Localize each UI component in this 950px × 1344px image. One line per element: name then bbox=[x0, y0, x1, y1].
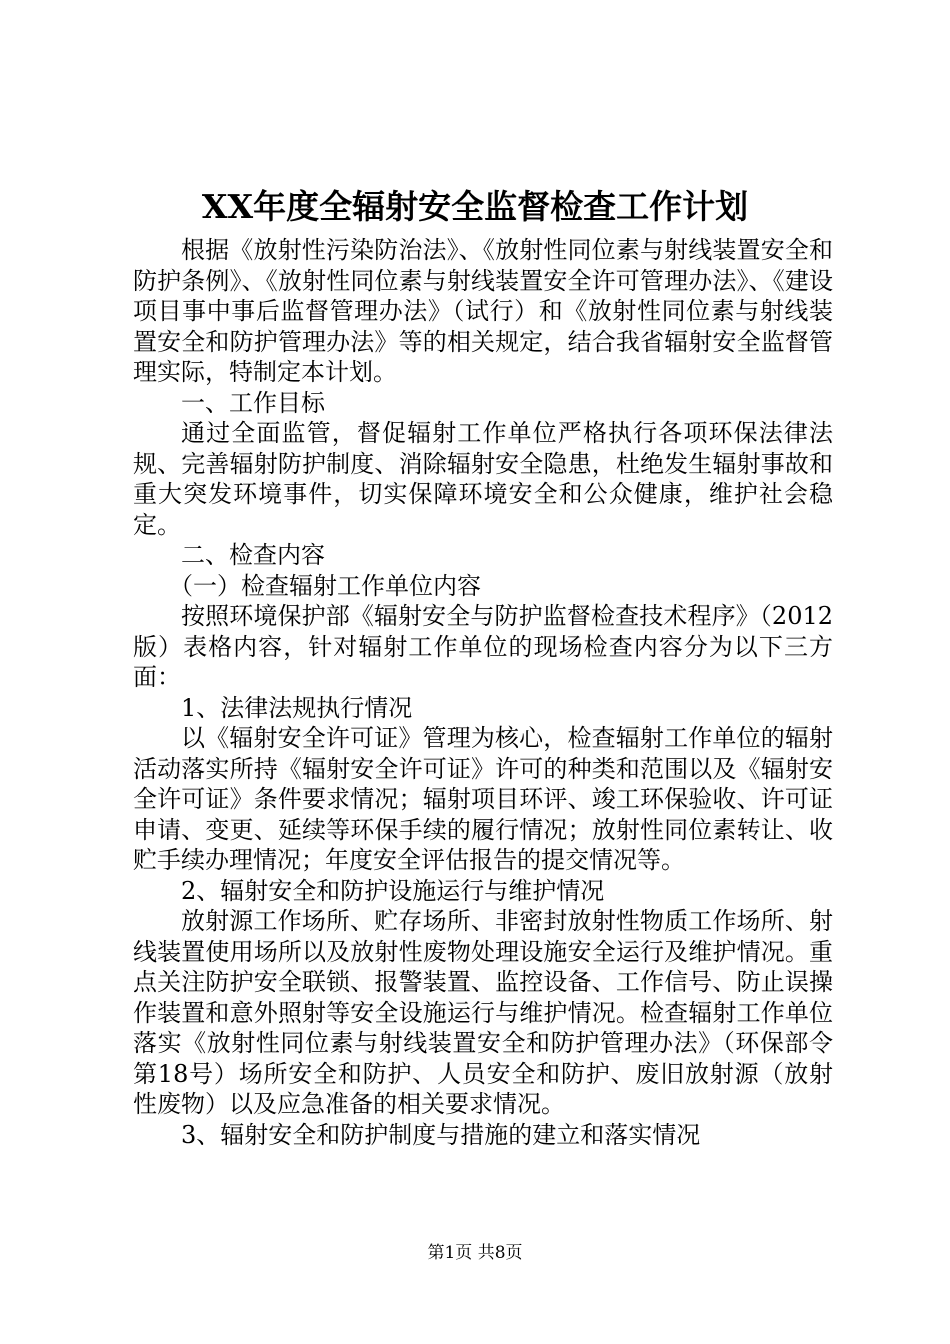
item-heading-measures: 3、辐射安全和防护制度与措施的建立和落实情况 bbox=[181, 1120, 701, 1149]
units-paragraph: 按照环境保护部《辐射安全与防护监督检查技术程序》（2012版）表格内容，针对辐射工作单位的现场检查内容分为以下三方面： bbox=[133, 602, 833, 691]
subsection-heading-units: （一）检查辐射工作单位内容 bbox=[169, 571, 481, 600]
goals-paragraph: 通过全面监管，督促辐射工作单位严格执行各项环保法律法规、完善辐射防护制度、消除辐射安全隐患，杜绝发生辐射事故和重大突发环境事件，切实保障环境安全和公众健康，维护社会稳定。 bbox=[133, 419, 833, 539]
facilities-paragraph: 放射源工作场所、贮存场所、非密封放射性物质工作场所、射线装置使用场所以及放射性废物处理设施安全运行及维护情况。重点关注防护安全联锁、报警装置、监控设备、工作信号、防止误操作装置和意外照射等安全设施运行与维护情况。检查辐射工作单位落实《放射性同位素与射线装置安全和防护管理办法》（环保部令第18号）场所安全和防护、人员安全和防护、废旧放射源（放射性废物）以及应急准备的相关要求情况。 bbox=[133, 907, 833, 1118]
law-paragraph: 以《辐射安全许可证》管理为核心，检查辐射工作单位的辐射活动落实所持《辐射安全许可证》许可的种类和范围以及《辐射安全许可证》条件要求情况；辐射项目环评、竣工环保验收、许可证申请、变更、延续等环保手续的履行情况；放射性同位素转让、收贮手续办理情况；年度安全评估报告的提交情况等。 bbox=[133, 724, 833, 874]
item-heading-law: 1、法律法规执行情况 bbox=[181, 693, 413, 722]
item-heading-facilities: 2、辐射安全和防护设施运行与维护情况 bbox=[181, 876, 605, 905]
document-body bbox=[133, 235, 833, 1150]
intro-paragraph: 根据《放射性污染防治法》、《放射性同位素与射线装置安全和防护条例》、《放射性同位素与射线装置安全许可管理办法》、《建设项目事中事后监督管理办法》（试行）和《放射性同位素与射线装置安全和防护管理办法》等的相关规定，结合我省辐射安全监督管理实际，特制定本计划。 bbox=[133, 236, 833, 386]
page-footer: 第1页 共8页 bbox=[427, 1243, 523, 1263]
document-title: XX年度全辐射安全监督检查工作计划 bbox=[201, 187, 749, 226]
section-heading-goals: 一、工作目标 bbox=[181, 388, 325, 417]
section-heading-content: 二、检查内容 bbox=[181, 541, 325, 569]
